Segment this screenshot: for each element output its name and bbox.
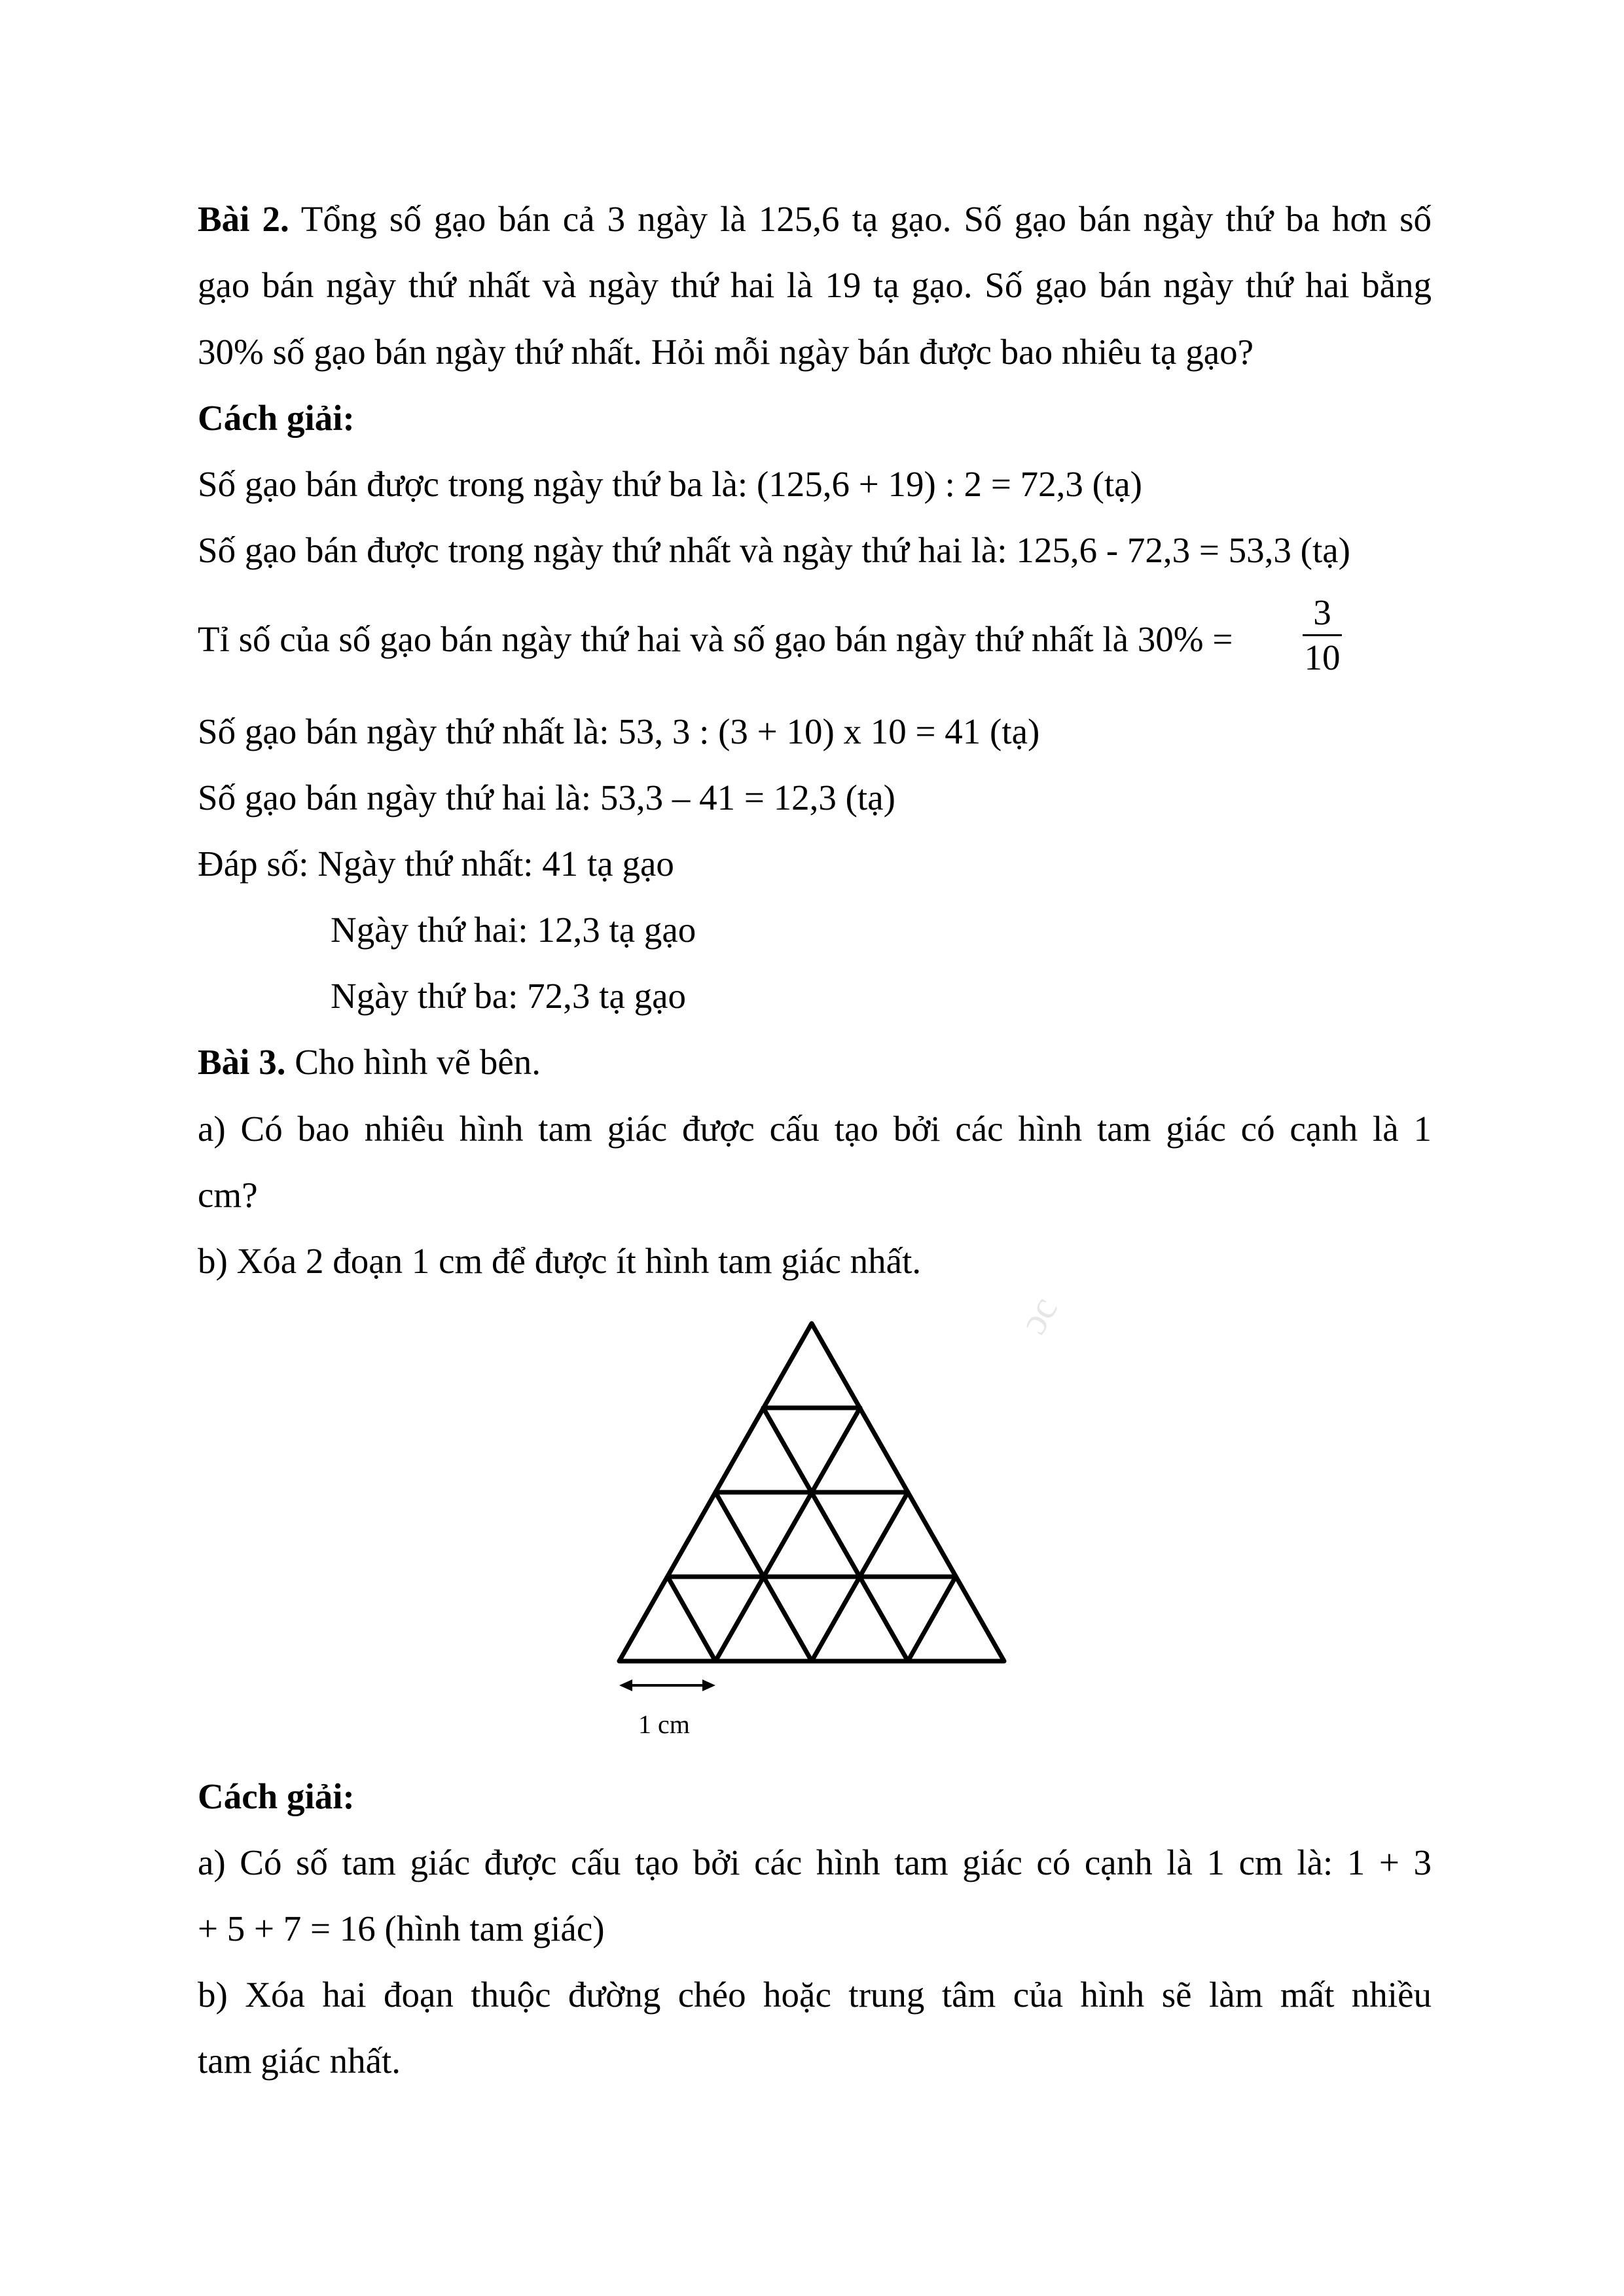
bai3-question-a-line1: a) Có bao nhiêu hình tam giác được cấu tạo bởi các hình tam giác có cạnh là 1	[198, 1109, 1432, 1149]
answer-line1: Đáp số: Ngày thứ nhất: 41 tạ gạo	[198, 844, 674, 884]
solution2-step2: Số gạo bán được trong ngày thứ nhất và ngày thứ hai là: 125,6 - 72,3 = 53,3 (tạ)	[198, 530, 1350, 570]
solution3-a-line2: + 5 + 7 = 16 (hình tam giác)	[198, 1909, 605, 1948]
solution2-step5: Số gạo bán ngày thứ hai là: 53,3 – 41 = 12,3 (tạ)	[198, 778, 895, 817]
bai3-title: Bài 3.	[198, 1042, 286, 1082]
bai2-line2: gạo bán ngày thứ nhất và ngày thứ hai là 19 tạ gạo. Số gạo bán ngày thứ hai bằng	[198, 265, 1432, 305]
solution2-heading	[198, 395, 355, 441]
answer-line2: Ngày thứ hai: 12,3 tạ gạo	[331, 910, 696, 950]
scale-arrow	[619, 1679, 715, 1691]
scale-label: 1 cm	[638, 1710, 690, 1739]
solution2-step4: Số gạo bán ngày thứ nhất là: 53, 3 : (3 + 10) x 10 = 41 (tạ)	[198, 711, 1040, 751]
bai3-intro: Cho hình vẽ bên.	[295, 1042, 541, 1082]
bai2-title: Bài 2.	[198, 199, 289, 239]
fraction-denominator: 10	[1304, 637, 1341, 677]
solution3-b-line2: tam giác nhất.	[198, 2041, 401, 2081]
solution3-heading	[198, 1774, 355, 1820]
answer-line3: Ngày thứ ba: 72,3 tạ gạo	[331, 976, 687, 1016]
bai2-line1	[198, 196, 1432, 242]
solution3-heading-text: Cách giải:	[198, 1776, 355, 1816]
fraction-numerator: 3	[1313, 592, 1331, 632]
diagonal-line-6	[668, 1577, 715, 1661]
bai3-question-a-line2: cm?	[198, 1175, 258, 1215]
fraction-3-10	[1303, 592, 1342, 678]
triangle-figure	[602, 1309, 1034, 1702]
solution2-step3: Tỉ số của số gạo bán ngày thứ hai và số gạo bán ngày thứ nhất là 30% =	[198, 619, 1233, 659]
bai3-line1	[198, 1039, 541, 1085]
bai3-question-b: b) Xóa 2 đoạn 1 cm để được ít hình tam giác nhất.	[198, 1241, 922, 1281]
diagonal-line-3	[908, 1577, 956, 1661]
fraction-bar	[1303, 634, 1342, 636]
watermark-text: ɔc	[1011, 1289, 1066, 1341]
solution2-heading-text: Cách giải:	[198, 398, 355, 438]
solution2-step1: Số gạo bán được trong ngày thứ ba là: (125,6 + 19) : 2 = 72,3 (tạ)	[198, 464, 1142, 504]
bai2-line3: 30% số gạo bán ngày thứ nhất. Hỏi mỗi ngày bán được bao nhiêu tạ gạo?	[198, 332, 1254, 372]
bai2-text1: Tổng số gạo bán cả 3 ngày là 125,6 tạ gạo. Số gạo bán ngày thứ ba hơn số	[300, 199, 1432, 239]
solution3-b-line1: b) Xóa hai đoạn thuộc đường chéo hoặc trung tâm của hình sẽ làm mất nhiều	[198, 1975, 1432, 2015]
solution3-a-line1: a) Có số tam giác được cấu tạo bởi các hình tam giác có cạnh là 1 cm là: 1 + 3	[198, 1842, 1432, 1882]
